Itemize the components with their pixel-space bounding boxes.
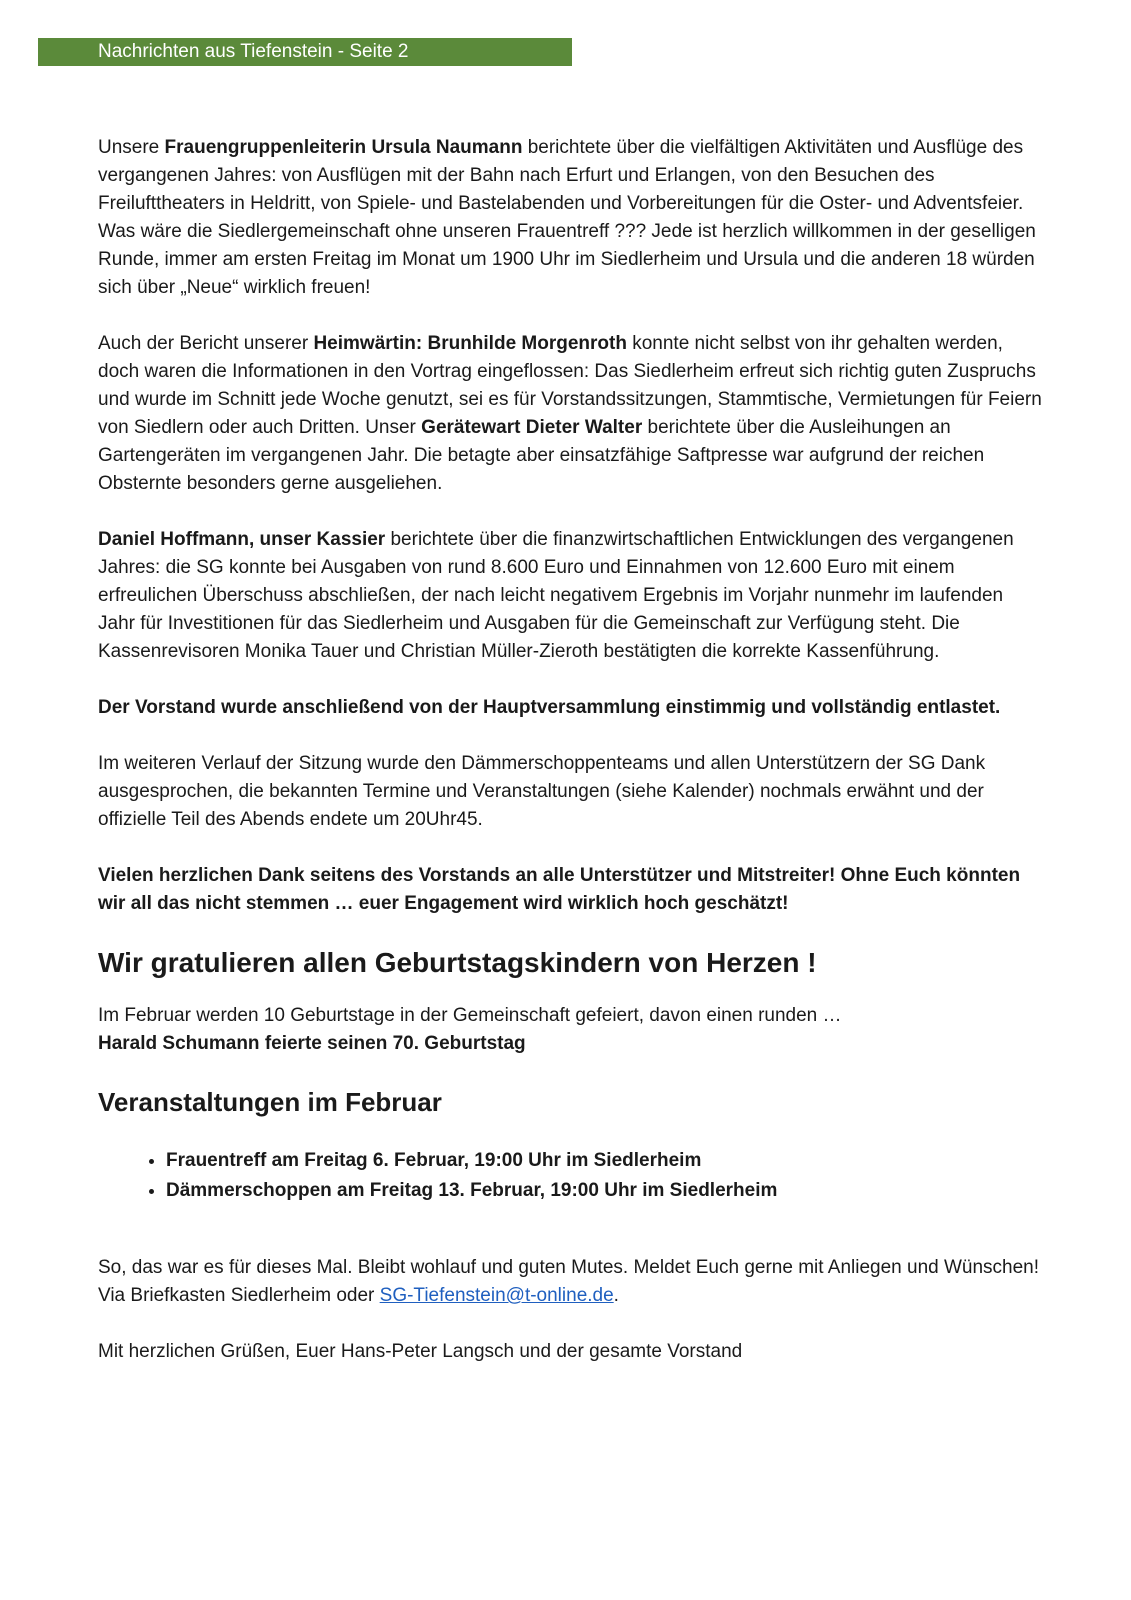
header-title: Nachrichten aus Tiefenstein - Seite 2 — [98, 41, 409, 62]
events-heading: Veranstaltungen im Februar — [98, 1087, 442, 1117]
paragraph-verlauf: Im weiteren Verlauf der Sitzung wurde den Dämmerschoppenteams und allen Unterstützern der SG Dank ausgesprochen, die bekannten Termine und Veranstaltungen (siehe Kalender) nochmals erwähnt und der offizielle Teil des Abends endete um 20Uhr45. — [98, 753, 986, 830]
paragraph-kassier: Daniel Hoffmann, unser Kassier berichtete über die finanzwirtschaftlichen Entwicklungen des vergangenen Jahres: die SG konnte bei Ausgaben von rund 8.600 Euro und Einnahmen von 12.600 Euro mit einem erfreulichen Überschuss abschließen, der nach leicht negativem Ergebnis im Vorjahr nunmehr im laufenden Jahr für Investitionen für das Siedlerheim und Ausgaben für die Gemeinschaft zur Verfügung steht. Die Kassenrevisoren Monika Tauer und Christian Müller-Zieroth bestätigten die korrekte Kassenführung. — [98, 529, 1014, 662]
list-item: • Frauentreff am Freitag 6. Februar, 19:00 Uhr im Siedlerheim — [166, 1146, 1043, 1176]
email-link[interactable]: SG-Tiefenstein@t-online.de — [379, 1285, 614, 1306]
list-item: • Dämmerschoppen am Freitag 13. Februar, 19:00 Uhr im Siedlerheim — [166, 1176, 1043, 1206]
paragraph-heimwaertin: Auch der Bericht unserer Heimwärtin: Brunhilde Morgenroth konnte nicht selbst von ihr gehalten werden, doch waren die Informationen in den Vortrag eingeflossen: Das Siedlerheim erfreut sich richtig guten Zuspruchs und wurde im Schnitt jede Woche genutzt, sei es für Vorstandssitzungen, Stammtische, Vermietungen für Feiern von Siedlern oder auch Dritten. Unser Gerätewart Dieter Walter berichtete über die Ausleihungen an Gartengeräten im vergangenen Jahr. Die betagte aber einsatzfähige Saftpresse war aufgrund der reichen Obsternte besonders gerne ausgeliehen. — [98, 333, 1042, 494]
signature: Mit herzlichen Grüßen, Euer Hans-Peter Langsch und der gesamte Vorstand — [98, 1341, 743, 1362]
article-body — [98, 134, 1043, 1394]
birthday-heading: Wir gratulieren allen Geburtstagskindern von Herzen ! — [98, 947, 817, 978]
paragraph-frauengruppe: Unsere Frauengruppenleiterin Ursula Naumann berichtete über die vielfältigen Aktivitäten und Ausflüge des vergangenen Jahres: von Ausflügen mit der Bahn nach Erfurt und Erlangen, von den Besuchen des Freilufttheaters in Heldritt, von Spiele- und Bastelabenden und Vorbereitungen für die Oster- und Adventsfeier. Was wäre die Siedlergemeinschaft ohne unseren Frauentreff ??? Jede ist herzlich willkommen in der geselligen Runde, immer am ersten Freitag im Monat um 1900 Uhr im Siedlerheim und Ursula und die anderen 18 würden sich über „Neue“ wirklich freuen! — [98, 137, 1036, 298]
page-header — [38, 38, 572, 66]
events-list — [98, 1146, 1043, 1206]
paragraph-dank: Vielen herzlichen Dank seitens des Vorstands an alle Unterstützer und Mitstreiter! Ohne Euch könnten wir all das nicht stemmen … euer Engagement wird wirklich hoch geschätzt! — [98, 865, 1021, 914]
closing-paragraph: So, das war es für dieses Mal. Bleibt wohlauf und guten Mutes. Meldet Euch gerne mit Anliegen und Wünschen! Via Briefkasten Siedlerheim oder SG-Tiefenstein@t-online.de. — [98, 1257, 1040, 1306]
birthday-text: Im Februar werden 10 Geburtstage in der Gemeinschaft gefeiert, davon einen runden … Harald Schumann feierte seinen 70. Geburtstag — [98, 1005, 842, 1054]
paragraph-entlastung: Der Vorstand wurde anschließend von der Hauptversammlung einstimmig und vollständig entlastet. — [98, 697, 1001, 718]
